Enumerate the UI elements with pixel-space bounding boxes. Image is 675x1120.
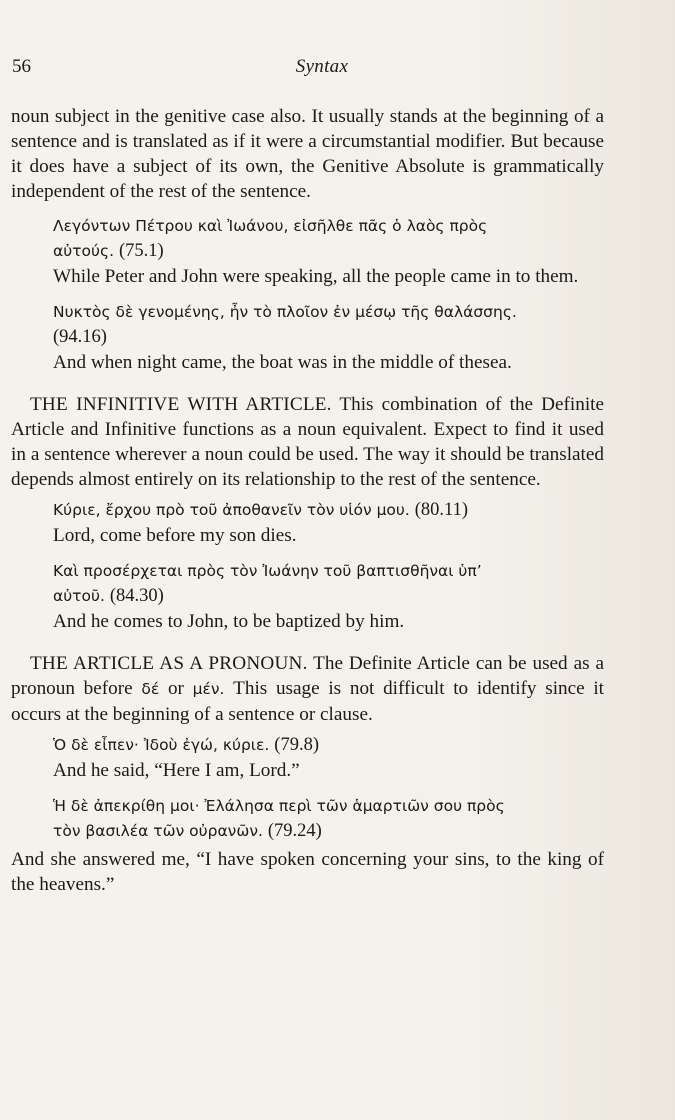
english-translation-final: And she answered me, “I have spoken concerning your sins, to the king of the heavens.”: [11, 849, 604, 895]
greek-continuation-text: τὸν βασιλέα τῶν οὐρανῶν.: [53, 822, 263, 840]
section-text: This combination of the Definite Article and Infinitive functions as a noun equivalent. Expect to find it used in a sentence wherever a noun could be used. The way it should be translated depends almost entirely on its relationship to the rest of the sentence.: [11, 394, 605, 490]
section-text-or: or: [167, 678, 184, 699]
greek-sentence: Ἡ δὲ ἀπεκρίθη μοι· Ἐλάλησα περὶ τῶν ἁμαρτιῶν σου πρὸς: [53, 797, 505, 815]
example-reference: (84.30): [109, 586, 164, 606]
page-header: [12, 56, 652, 82]
english-translation: And he comes to John, to be baptized by him.: [53, 611, 405, 632]
example-reference: (80.11): [414, 500, 469, 520]
example-reference: (79.24): [267, 821, 322, 841]
page-number: 56: [12, 56, 31, 77]
running-head: Syntax: [295, 56, 349, 77]
example-reference: (79.8): [274, 735, 319, 755]
section-article-as-pronoun: [11, 651, 604, 727]
greek-sentence: Λεγόντων Πέτρου καὶ Ἰωάνου, εἰσῆλθε πᾶς ὁ λαὸς πρὸς: [53, 217, 488, 235]
example-genitive-1: [53, 214, 604, 289]
greek-sentence-line: [53, 733, 604, 758]
greek-continuation-text: αὐτούς.: [53, 242, 114, 260]
intro-paragraph: noun subject in the genitive case also. It usually stands at the beginning of a sentence and is translated as if it were a circumstantial modifier. But because it does have a subject of its own, the Genitive Absolute is grammatically independent of the rest of the sentence.: [11, 106, 604, 202]
section-text-before: The Definite Article can be used as a pronoun before: [11, 653, 605, 699]
example-infinitive-2: [53, 559, 604, 634]
english-translation: And he said, “Here I am, Lord.”: [53, 760, 300, 781]
greek-sentence-continuation: [53, 239, 604, 264]
greek-sentence: Νυκτὸς δὲ γενομένης, ἦν τὸ πλοῖον ἐν μέσῳ τῆς θαλάσσης.: [53, 303, 517, 321]
greek-sentence: Κύριε, ἔρχου πρὸ τοῦ ἀποθανεῖν τὸν υἱόν μου.: [53, 501, 410, 519]
english-translation: Lord, come before my son dies.: [53, 525, 297, 546]
example-infinitive-1: [53, 498, 604, 548]
section-heading: THE INFINITIVE WITH ARTICLE.: [30, 394, 332, 415]
example-reference: (75.1): [118, 241, 164, 261]
english-translation: And when night came, the boat was in the middle of thesea.: [53, 352, 512, 373]
greek-continuation-text: αὐτοῦ.: [53, 587, 105, 605]
section-text-after: This usage is not difficult to identify since it occurs at the beginning of a sentence or clause.: [11, 678, 605, 725]
example-genitive-2: [53, 300, 604, 375]
greek-particle-de: δέ: [141, 680, 160, 698]
greek-sentence: Ὁ δὲ εἶπεν· Ἰδοὺ ἐγώ, κύριε.: [53, 736, 270, 754]
greek-sentence-continuation: [53, 819, 604, 844]
example-pronoun-2: [53, 794, 604, 844]
example-reference: (94.16): [53, 327, 107, 347]
greek-sentence-line: [53, 498, 604, 523]
greek-sentence-continuation: [53, 325, 604, 350]
greek-sentence: Καὶ προσέρχεται πρὸς τὸν Ἰωάνην τοῦ βαπτισθῆναι ὑπ’: [53, 562, 482, 580]
section-infinitive-with-article: [11, 392, 604, 492]
greek-sentence-continuation: [53, 584, 604, 609]
example-pronoun-1: [53, 733, 604, 783]
page-body: [11, 104, 604, 897]
greek-particle-men: μέν.: [192, 680, 225, 698]
english-translation: While Peter and John were speaking, all the people came in to them.: [53, 266, 579, 287]
section-heading: THE ARTICLE AS A PRONOUN.: [30, 653, 308, 674]
